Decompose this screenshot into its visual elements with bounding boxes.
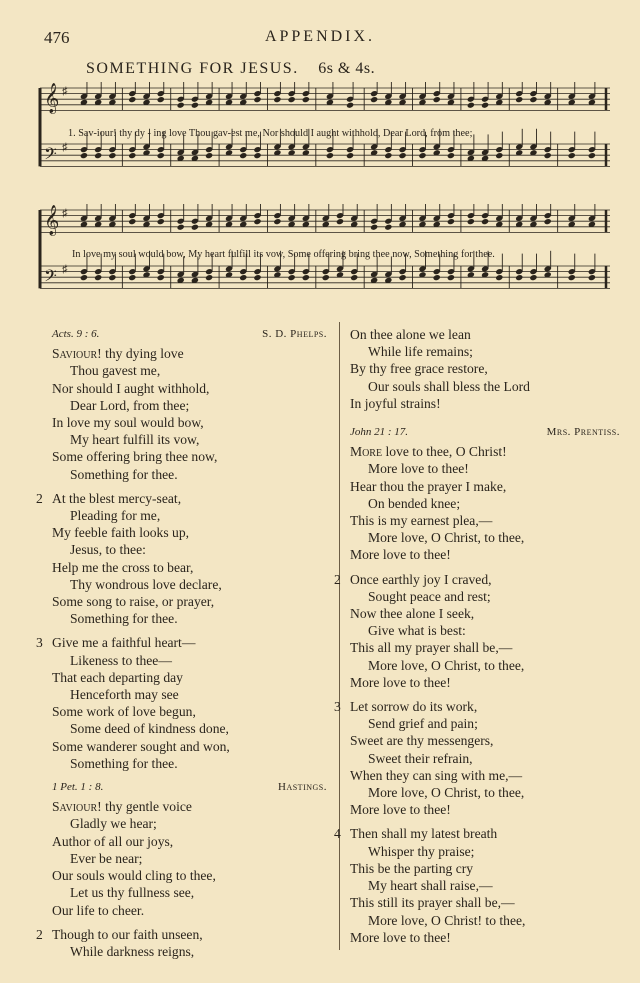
hymn-attribution — [52, 779, 327, 796]
note-head — [399, 152, 407, 159]
note-head — [447, 274, 455, 281]
verse-line — [52, 466, 327, 483]
verse-line — [350, 674, 620, 691]
verse-line — [52, 652, 327, 669]
note-head — [302, 274, 310, 281]
verse-text: love to thee, O Christ! — [382, 444, 507, 460]
verse-text: Sought peace and rest; — [368, 588, 491, 604]
note-head — [177, 224, 185, 231]
note-head — [94, 274, 102, 281]
verse-line — [350, 512, 620, 529]
stanza — [334, 825, 620, 945]
verse-line — [350, 326, 620, 343]
note-head — [205, 152, 213, 159]
verse-line — [334, 571, 620, 588]
running-head: APPENDIX. — [264, 28, 376, 45]
note-head — [568, 152, 576, 159]
note-head — [384, 224, 392, 231]
note-head — [80, 274, 88, 281]
verse-line — [52, 669, 327, 686]
verse-line — [350, 588, 620, 605]
verse-line — [52, 610, 327, 627]
verse-text: More love, O Christ, to thee, — [368, 657, 525, 673]
note-head — [370, 96, 378, 103]
note-head — [467, 102, 475, 109]
note-head — [568, 274, 576, 281]
verse-text: Let us thy fullness see, — [70, 885, 195, 901]
verse-text: Whisper thy praise; — [368, 843, 475, 859]
verse-text: Hear thou the prayer I make, — [350, 478, 507, 494]
note-head — [588, 152, 596, 159]
hymn-block — [334, 424, 620, 946]
verse-text: Some deed of kindness done, — [70, 721, 229, 737]
note-head — [288, 274, 296, 281]
verse-line — [52, 798, 327, 815]
verse-line — [52, 867, 327, 884]
verse-line — [52, 541, 327, 558]
note-head — [157, 218, 165, 225]
verse-line — [350, 378, 620, 395]
verse-text: Our souls would cling to thee, — [52, 868, 216, 884]
verse-line — [350, 360, 620, 377]
verse-line — [52, 362, 327, 379]
note-head — [346, 102, 354, 109]
verse-line — [350, 478, 620, 495]
verse-text: Pleading for me, — [70, 508, 161, 524]
verse-line — [52, 703, 327, 720]
scripture-reference: 1 Pet. 1 : 8. — [52, 781, 104, 794]
verse-text: More love, O Christ, to thee, — [368, 530, 525, 546]
note-head — [515, 274, 523, 281]
sharp-icon: ♯ — [62, 85, 68, 98]
verse-text: Give what is best: — [368, 623, 466, 639]
verse-line — [350, 929, 620, 946]
verse-text: Though to our faith unseen, — [52, 926, 203, 942]
stanza-number: 3 — [36, 635, 43, 651]
verse-text: Some offering bring thee now, — [52, 449, 218, 465]
verse-text: Now thee alone I seek, — [350, 606, 475, 622]
note-head — [529, 96, 537, 103]
verse-line — [52, 720, 327, 737]
verse-line — [36, 926, 327, 943]
verse-text: Then shall my latest breath — [350, 826, 498, 842]
verse-text: This still its prayer shall be,— — [350, 895, 515, 911]
hymn-author: Hastings. — [278, 781, 327, 794]
note-head — [191, 102, 199, 109]
page-number: 476 — [44, 28, 70, 47]
verse-line — [350, 546, 620, 563]
verse-text: My feeble faith looks up, — [52, 525, 190, 541]
note-head — [467, 218, 475, 225]
note-head — [544, 218, 552, 225]
verse-line — [52, 593, 327, 610]
verse-text: On bended knee; — [368, 495, 461, 511]
verse-text: This all my prayer shall be,— — [350, 640, 513, 656]
note-head — [253, 274, 261, 281]
note-head — [529, 274, 537, 281]
verse-line — [36, 634, 327, 651]
verse-text: In love my soul would bow, — [52, 415, 204, 431]
note-head — [515, 96, 523, 103]
verse-line — [52, 815, 327, 832]
verse-text: More love to thee! — [350, 802, 451, 818]
verse-line — [350, 843, 620, 860]
note-head — [253, 152, 261, 159]
verse-text: More love to thee! — [368, 461, 469, 477]
note-head — [253, 96, 261, 103]
left-column — [36, 326, 327, 967]
note-head — [481, 218, 489, 225]
verse-text: My heart fulfill its vow, — [70, 432, 200, 448]
verse-text: ! thy dying love — [97, 346, 184, 362]
note-head — [481, 102, 489, 109]
verse-text: Send grief and pain; — [368, 716, 478, 732]
verse-line — [350, 715, 620, 732]
note-head — [302, 96, 310, 103]
note-head — [273, 96, 281, 103]
verse-line — [350, 495, 620, 512]
verse-lead-word: Saviour — [52, 799, 98, 815]
verse-text: Give me a faithful heart— — [52, 635, 196, 651]
verse-line — [52, 431, 327, 448]
hymn-author: Mrs. Prentiss. — [546, 426, 620, 439]
verse-text: Some song to raise, or prayer, — [52, 594, 215, 610]
note-head — [128, 152, 136, 159]
stanza — [52, 345, 327, 483]
note-head — [128, 218, 136, 225]
verse-text: Sweet are thy messengers, — [350, 733, 494, 749]
tune-meter: 6s & 4s. — [318, 60, 376, 77]
verse-text: On thee alone we lean — [350, 327, 471, 342]
column-rule — [339, 322, 340, 950]
note-head — [128, 96, 136, 103]
verse-text: Gladly we hear; — [70, 816, 157, 832]
verse-line — [350, 529, 620, 546]
note-head — [322, 274, 330, 281]
verse-line — [350, 877, 620, 894]
note-head — [370, 224, 378, 231]
verse-text: Jesus, to thee: — [70, 542, 146, 558]
stanza — [52, 798, 327, 918]
stanza-number: 4 — [334, 826, 341, 842]
verse-line — [52, 738, 327, 755]
verse-text: More love, O Christ, to thee, — [368, 785, 525, 801]
verse-line — [334, 825, 620, 842]
verse-text: Something for thee. — [70, 755, 178, 771]
verse-text: Some work of love begun, — [52, 704, 196, 720]
verse-text: In joyful strains! — [350, 395, 441, 411]
note-head — [128, 274, 136, 281]
verse-line — [350, 443, 620, 460]
verse-line — [350, 784, 620, 801]
note-head — [544, 152, 552, 159]
verse-text: By thy free grace restore, — [350, 361, 488, 377]
note-head — [273, 218, 281, 225]
verse-line — [350, 732, 620, 749]
note-head — [447, 218, 455, 225]
note-head — [205, 274, 213, 281]
note-head — [108, 152, 116, 159]
hymn-block — [36, 326, 327, 772]
verse-text: Likeness to thee— — [70, 652, 172, 668]
verse-line — [52, 850, 327, 867]
verse-line — [52, 414, 327, 431]
verse-line — [350, 801, 620, 818]
verse-line — [52, 448, 327, 465]
hymn-continuation — [350, 326, 620, 412]
note-head — [253, 218, 261, 225]
verse-line — [52, 833, 327, 850]
verse-text: Thy wondrous love declare, — [70, 576, 222, 592]
note-head — [447, 152, 455, 159]
verse-lead-word: More — [350, 444, 383, 460]
verse-text: More love, O Christ! to thee, — [368, 912, 526, 928]
verse-line — [350, 750, 620, 767]
verse-text: While life remains; — [368, 344, 473, 360]
verse-line — [350, 343, 620, 360]
note-head — [326, 152, 334, 159]
note-head — [157, 96, 165, 103]
sharp-icon: ♯ — [62, 263, 68, 276]
note-head — [108, 274, 116, 281]
note-head — [157, 274, 165, 281]
verse-text: At the blest mercy-seat, — [52, 490, 182, 506]
note-head — [433, 96, 441, 103]
right-column — [334, 326, 620, 953]
lyric-underlay-1: 1. Sav-iour! thy dy - ing love Thou gav-est me, Nor should I aught withhold, Dear Lord, from thee; — [68, 128, 473, 139]
note-head — [350, 274, 358, 281]
verse-text: ! thy gentle voice — [97, 799, 192, 815]
sharp-icon: ♯ — [62, 141, 68, 154]
verse-text: More love to thee! — [350, 674, 451, 690]
verse-text: Let sorrow do its work, — [350, 699, 478, 715]
stanza — [36, 490, 327, 628]
note-head — [495, 152, 503, 159]
verse-text: Something for thee. — [70, 466, 178, 482]
stanza — [36, 926, 327, 960]
verse-text: Author of all our joys, — [52, 833, 174, 849]
stanza-number: 2 — [334, 571, 341, 587]
sharp-icon: ♯ — [62, 207, 68, 220]
stanza — [36, 634, 327, 772]
hymn-attribution — [350, 424, 620, 441]
scripture-reference: John 21 : 17. — [350, 426, 409, 439]
verse-text: Henceforth may see — [70, 687, 179, 703]
verse-line — [52, 686, 327, 703]
verse-line — [52, 524, 327, 541]
note-head — [191, 224, 199, 231]
hymn-author: S. D. Phelps. — [262, 328, 327, 340]
verse-line — [52, 397, 327, 414]
tune-name: SOMETHING FOR JESUS. — [86, 60, 299, 77]
treble-clef-icon: 𝄞 — [44, 83, 60, 114]
verse-line — [52, 345, 327, 362]
verse-line — [350, 912, 620, 929]
stanza — [334, 571, 620, 691]
verse-text: My heart shall raise,— — [368, 878, 493, 894]
verse-line — [334, 698, 620, 715]
verse-line — [36, 490, 327, 507]
tune-title — [86, 60, 375, 78]
verse-line — [350, 894, 620, 911]
verse-lead-word: Saviour — [52, 346, 98, 362]
treble-clef-icon: 𝄞 — [44, 205, 60, 236]
stanza-number: 2 — [36, 490, 43, 506]
bass-clef-icon: 𝄢 — [44, 265, 57, 290]
verse-text: Some wanderer sought and won, — [52, 738, 230, 754]
verse-line — [350, 605, 620, 622]
note-head — [80, 152, 88, 159]
verse-line — [52, 902, 327, 919]
verse-text: Thou gavest me, — [70, 363, 161, 379]
verse-text: That each departing day — [52, 669, 183, 685]
note-head — [588, 274, 596, 281]
note-head — [495, 274, 503, 281]
verse-line — [52, 380, 327, 397]
note-head — [399, 274, 407, 281]
note-head — [384, 152, 392, 159]
verse-text: When they can sing with me,— — [350, 767, 523, 783]
verse-line — [52, 943, 327, 960]
stanza — [350, 443, 620, 563]
verse-line — [350, 860, 620, 877]
stanza — [334, 698, 620, 818]
verse-text: More love to thee! — [350, 929, 451, 945]
verse-text: Ever be near; — [70, 850, 143, 866]
verse-text: Once earthly joy I craved, — [350, 571, 492, 587]
verse-text: Sweet their refrain, — [368, 750, 473, 766]
verse-text: This be the parting cry — [350, 860, 474, 876]
verse-line — [350, 460, 620, 477]
verse-text: Our life to cheer. — [52, 902, 145, 918]
bass-clef-icon: 𝄢 — [44, 143, 57, 168]
scripture-reference: Acts. 9 : 6. — [52, 328, 100, 340]
verse-line — [350, 639, 620, 656]
verse-line — [350, 657, 620, 674]
stanza-number: 3 — [334, 699, 341, 715]
note-head — [239, 274, 247, 281]
note-head — [433, 274, 441, 281]
verse-line — [52, 559, 327, 576]
lyric-underlay-2: In love my soul would bow, My heart fulfill its vow, Some offering bring thee now, Something for thee. — [72, 249, 495, 260]
verse-text: More love to thee! — [350, 547, 451, 563]
verse-text: While darkness reigns, — [70, 943, 195, 959]
verse-text: Something for thee. — [70, 611, 178, 627]
verse-text: This is my earnest plea,— — [350, 513, 493, 529]
hymn-attribution — [52, 326, 327, 343]
note-head — [94, 152, 102, 159]
verse-line — [52, 507, 327, 524]
verse-line — [350, 622, 620, 639]
verse-line — [52, 755, 327, 772]
verse-line — [52, 576, 327, 593]
stanza — [350, 326, 620, 412]
note-head — [288, 96, 296, 103]
note-head — [157, 152, 165, 159]
hymn-block — [36, 779, 327, 960]
verse-text: Nor should I aught withhold, — [52, 380, 210, 396]
verse-line — [52, 884, 327, 901]
verse-line — [350, 767, 620, 784]
verse-text: Our souls shall bless the Lord — [368, 378, 530, 394]
note-head — [177, 102, 185, 109]
note-head — [336, 218, 344, 225]
verse-text: Dear Lord, from thee; — [70, 397, 190, 413]
verse-text: Help me the cross to bear, — [52, 559, 194, 575]
verse-line — [350, 395, 620, 412]
note-head — [346, 152, 354, 159]
stanza-number: 2 — [36, 926, 43, 942]
note-head — [239, 152, 247, 159]
note-head — [418, 152, 426, 159]
